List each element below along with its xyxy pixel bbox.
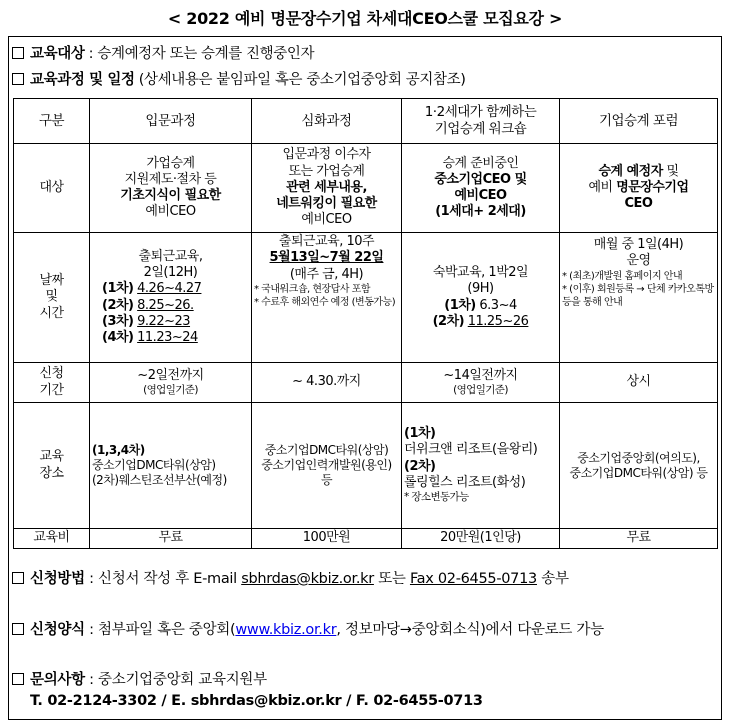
cell-line: 관련 세부내용, xyxy=(286,179,367,195)
cell-line: 5월13일~7월 22일 xyxy=(269,250,384,266)
cell-line: 9.22~23 xyxy=(137,313,191,329)
label-line: 시간 xyxy=(39,305,64,321)
method-text: 또는 xyxy=(378,571,406,587)
label-line: 및 xyxy=(45,289,58,305)
cell-line: 4.26~4.27 xyxy=(137,281,202,297)
cell-line: (2차) xyxy=(404,458,436,474)
cell-line: 6.3~4 xyxy=(479,297,517,313)
method-text: : 신청서 작성 후 E-mail xyxy=(89,571,237,587)
contact-section xyxy=(12,670,712,712)
cell-line: 중소기업인력개발원(용인) xyxy=(261,458,392,472)
checkbox-icon xyxy=(12,73,24,85)
target-line xyxy=(12,42,314,63)
cell-line: (2차)웨스틴조선부산(예정) xyxy=(92,473,227,487)
row-label xyxy=(14,363,90,403)
page-title: < 2022 예비 명문장수기업 차세대CEO스쿨 모집요강 > xyxy=(167,9,563,28)
cell-line: (1,3,4차) xyxy=(92,443,145,457)
cell-note: * 수료후 해외연수 예정 (변동가능) xyxy=(254,296,396,308)
table-cell: ~ 4.30.까지 xyxy=(252,363,402,403)
fax-number: Fax 02-6455-0713 xyxy=(409,571,537,587)
contact-text: : 중소기업중앙회 교육지원부 xyxy=(89,672,267,688)
checkbox-icon xyxy=(12,572,24,584)
cell-line: CEO xyxy=(624,196,653,212)
table-row-place xyxy=(14,403,718,529)
cell-line: 롤링힐스 리조트(화성) xyxy=(404,474,526,490)
cell-line: * 장소변동가능 xyxy=(404,491,469,504)
table-cell xyxy=(90,233,252,363)
cell-line: 출퇴근교육, xyxy=(138,248,203,264)
table-cell: 20만원(1인당) xyxy=(402,529,560,549)
cell-line: 더위크앤 리조트(을왕리) xyxy=(404,442,538,458)
row-label xyxy=(14,403,90,529)
table-cell xyxy=(90,363,252,403)
cell-line: (1차) xyxy=(102,281,134,297)
table-cell xyxy=(252,144,402,233)
table-cell xyxy=(402,144,560,233)
cell-line: (매주 금, 4H) xyxy=(289,266,364,282)
table-cell xyxy=(560,233,718,363)
cell-line: (9H) xyxy=(467,281,494,297)
label-line: 교육 xyxy=(39,449,64,465)
cell-line: ~14일전까지 xyxy=(443,367,518,383)
cell-line: 중소기업CEO 및 xyxy=(434,171,527,187)
cell-line: (4차) xyxy=(102,330,134,345)
label-line: 신청 xyxy=(39,366,64,382)
label-line: 기간 xyxy=(39,382,64,398)
table-cell: 상시 xyxy=(560,363,718,403)
table-cell xyxy=(252,403,402,529)
course-label: 교육과정 및 일정 xyxy=(30,72,135,88)
cell-line: 승계 예정자 xyxy=(598,163,663,179)
table-cell xyxy=(560,403,718,529)
table-cell xyxy=(560,144,718,233)
table-header-row xyxy=(14,99,718,144)
method-label: 신청방법 xyxy=(30,571,85,587)
cell-line: 가업승계 xyxy=(146,155,195,171)
contact-label: 문의사항 xyxy=(30,672,85,688)
course-line xyxy=(12,68,465,89)
header-cell: 기업승계 포럼 xyxy=(560,99,718,144)
cell-line: 중소기업DMC타워(상암) 등 xyxy=(569,465,708,480)
table-row-fee xyxy=(14,529,718,549)
header-cell: 1·2세대가 함께하는 기업승계 워크숍 xyxy=(402,99,560,144)
checkbox-icon xyxy=(12,47,24,59)
website-link[interactable]: www.kbiz.or.kr xyxy=(235,622,337,638)
cell-line: (2차) xyxy=(102,297,134,313)
table-cell: 100만원 xyxy=(252,529,402,549)
cell-line: 11.25~26 xyxy=(467,313,529,329)
cell-line: (영업일기준) xyxy=(143,383,198,396)
cell-line: 예비CEO xyxy=(454,188,507,203)
cell-line: 중소기업DMC타워(상암) xyxy=(264,443,389,457)
method-text: 송부 xyxy=(541,571,569,587)
table-cell xyxy=(90,144,252,233)
target-label: 교육대상 xyxy=(30,46,85,62)
email-link[interactable]: sbhrdas@kbiz.or.kr xyxy=(241,571,374,587)
cell-line: (1차) xyxy=(444,297,476,313)
cell-line: (1세대+ 2세대) xyxy=(435,204,526,220)
table-cell xyxy=(90,403,252,529)
table-cell: 무료 xyxy=(560,529,718,549)
table-row-target xyxy=(14,144,718,233)
label-line: 날짜 xyxy=(39,273,64,289)
cell-note: * (이후) 회원등록 → 단체 카카오톡방 등을 통해 안내 xyxy=(562,283,714,308)
course-text: (상세내용은 붙임파일 혹은 중소기업중앙회 공지참조) xyxy=(138,72,466,88)
row-label: 교육비 xyxy=(14,529,90,549)
checkbox-icon xyxy=(12,673,24,685)
cell-line: 출퇴근교육, 10주 xyxy=(278,234,375,249)
cell-line: (3차) xyxy=(102,313,134,329)
cell-line: 운영 xyxy=(626,253,651,269)
label-line: 장소 xyxy=(39,465,64,481)
table-row-apply xyxy=(14,363,718,403)
cell-line: 입문과정 이수자 xyxy=(282,147,371,163)
cell-line: 8.25~26. xyxy=(137,297,194,313)
checkbox-icon xyxy=(12,623,24,635)
form-text: : 첨부파일 혹은 중앙회( xyxy=(89,622,236,638)
cell-line: (1차) xyxy=(404,426,436,442)
cell-line: (영업일기준) xyxy=(453,383,508,396)
table-cell xyxy=(252,233,402,363)
cell-line: (2차) xyxy=(432,313,465,329)
header-cell: 입문과정 xyxy=(90,99,252,144)
table-cell xyxy=(402,403,560,529)
cell-line: 등 xyxy=(320,473,333,487)
form-section xyxy=(12,620,712,641)
cell-line: 매월 중 1일(4H) xyxy=(593,237,684,252)
row-label: 대상 xyxy=(14,144,90,233)
cell-line: ~2일전까지 xyxy=(137,367,204,383)
row-label xyxy=(14,233,90,363)
cell-line: 명문장수기업 xyxy=(616,179,689,195)
cell-line: 기초지식이 필요한 xyxy=(120,188,221,203)
table-cell xyxy=(402,363,560,403)
table-row-date xyxy=(14,233,718,363)
header-cell: 심화과정 xyxy=(252,99,402,144)
table-cell xyxy=(402,233,560,363)
cell-line: 중소기업중앙회(여의도), xyxy=(577,450,700,465)
cell-line: 숙박교육, 1박2일 xyxy=(432,265,529,280)
schedule-table xyxy=(13,98,718,549)
cell-line: 2일(12H) xyxy=(143,265,198,280)
form-text: , 정보마당→중앙회소식)에서 다운로드 가능 xyxy=(336,622,604,638)
form-label: 신청양식 xyxy=(30,622,85,638)
cell-line: 승계 준비중인 xyxy=(442,155,519,171)
method-section xyxy=(12,569,712,590)
table-cell: 무료 xyxy=(90,529,252,549)
cell-line: 또는 가업승계 xyxy=(288,163,365,179)
header-cell: 구분 xyxy=(14,99,90,144)
cell-line: 중소기업DMC타워(상암) xyxy=(92,458,216,472)
cell-line: 예비 xyxy=(588,179,613,195)
cell-note: * 국내워크숍, 현장답사 포함 xyxy=(254,283,370,295)
cell-line: 네트워킹이 필요한 xyxy=(276,196,377,212)
cell-line: 11.23~24 xyxy=(137,330,198,345)
cell-line: 예비CEO xyxy=(145,204,196,220)
cell-line: 및 xyxy=(666,163,679,179)
cell-line: 지원제도·절차 등 xyxy=(124,171,217,187)
target-text: : 승계예정자 또는 승계를 진행중인자 xyxy=(88,46,315,62)
cell-line: 예비CEO xyxy=(301,212,352,228)
contact-details: T. 02-2124-3302 / E. sbhrdas@kbiz.or.kr / F. 02-6455-0713 xyxy=(30,693,483,710)
cell-note: * (최초)개발원 홈페이지 안내 xyxy=(562,270,683,282)
